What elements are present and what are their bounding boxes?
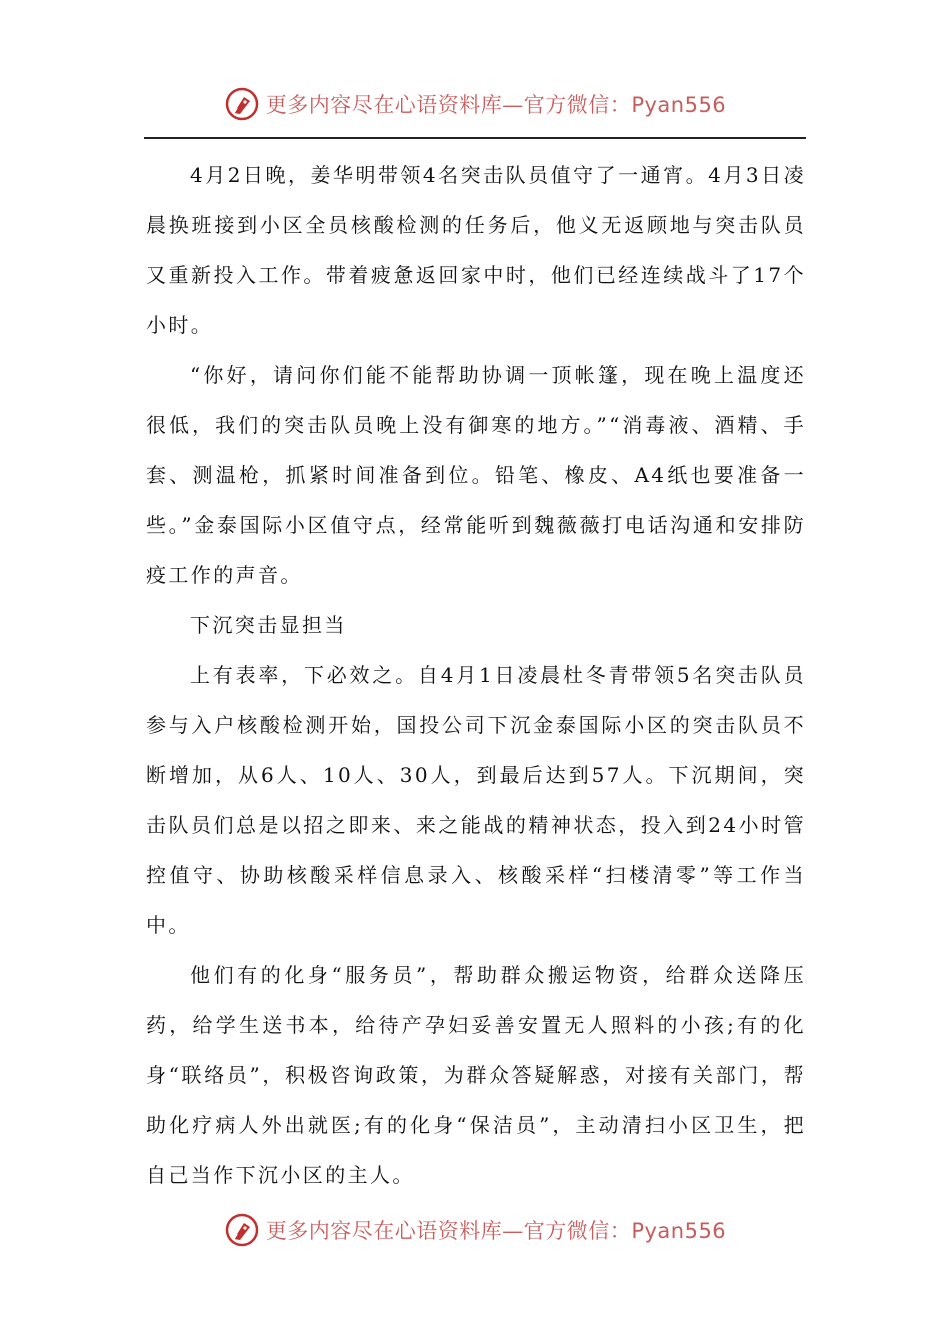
- header-divider: [144, 137, 806, 139]
- section-heading: 下沉突击显担当: [190, 613, 347, 637]
- article-body: [146, 150, 806, 1200]
- paragraph: “你好，请问你们能不能帮助协调一顶帐篷，现在晚上温度还很低，我们的突击队员晚上没有御寒的地方。”“消毒液、酒精、手套、测温枪，抓紧时间准备到位。铅笔、橡皮、A4纸也要准备一些。”金泰国际小区值守点，经常能听到魏薇薇打电话沟通和安排防疫工作的声音。: [146, 363, 806, 587]
- footer-banner: [0, 1208, 950, 1252]
- paragraph: 上有表率，下必效之。自4月1日凌晨杜冬青带领5名突击队员参与入户核酸检测开始，国投公司下沉金泰国际小区的突击队员不断增加，从6人、10人、30人，到最后达到57人。下沉期间，突击队员们总是以招之即来、来之能战的精神状态，投入到24小时管控值守、协助核酸采样信息录入、核酸采样“扫楼清零”等工作当中。: [146, 663, 806, 937]
- pen-nib-logo-icon: [224, 86, 260, 122]
- pen-nib-logo-icon: [224, 1212, 260, 1248]
- paragraph: 他们有的化身“服务员”，帮助群众搬运物资，给群众送降压药，给学生送书本，给待产孕妇妥善安置无人照料的小孩;有的化身“联络员”，积极咨询政策，为群众答疑解惑，对接有关部门，帮助化疗病人外出就医;有的化身“保洁员”，主动清扫小区卫生，把自己当作下沉小区的主人。: [146, 963, 806, 1187]
- paragraph: 4月2日晚，姜华明带领4名突击队员值守了一通宵。4月3日凌晨换班接到小区全员核酸检测的任务后，他义无返顾地与突击队员又重新投入工作。带着疲惫返回家中时，他们已经连续战斗了17个小时。: [146, 163, 806, 337]
- banner-text: 更多内容尽在心语资料库—官方微信：Pyan556: [265, 93, 727, 117]
- wechat-id: Pyan556: [631, 1219, 727, 1243]
- banner-text: 更多内容尽在心语资料库—官方微信：Pyan556: [265, 1219, 727, 1243]
- header-banner: [0, 82, 950, 126]
- wechat-id: Pyan556: [631, 93, 727, 117]
